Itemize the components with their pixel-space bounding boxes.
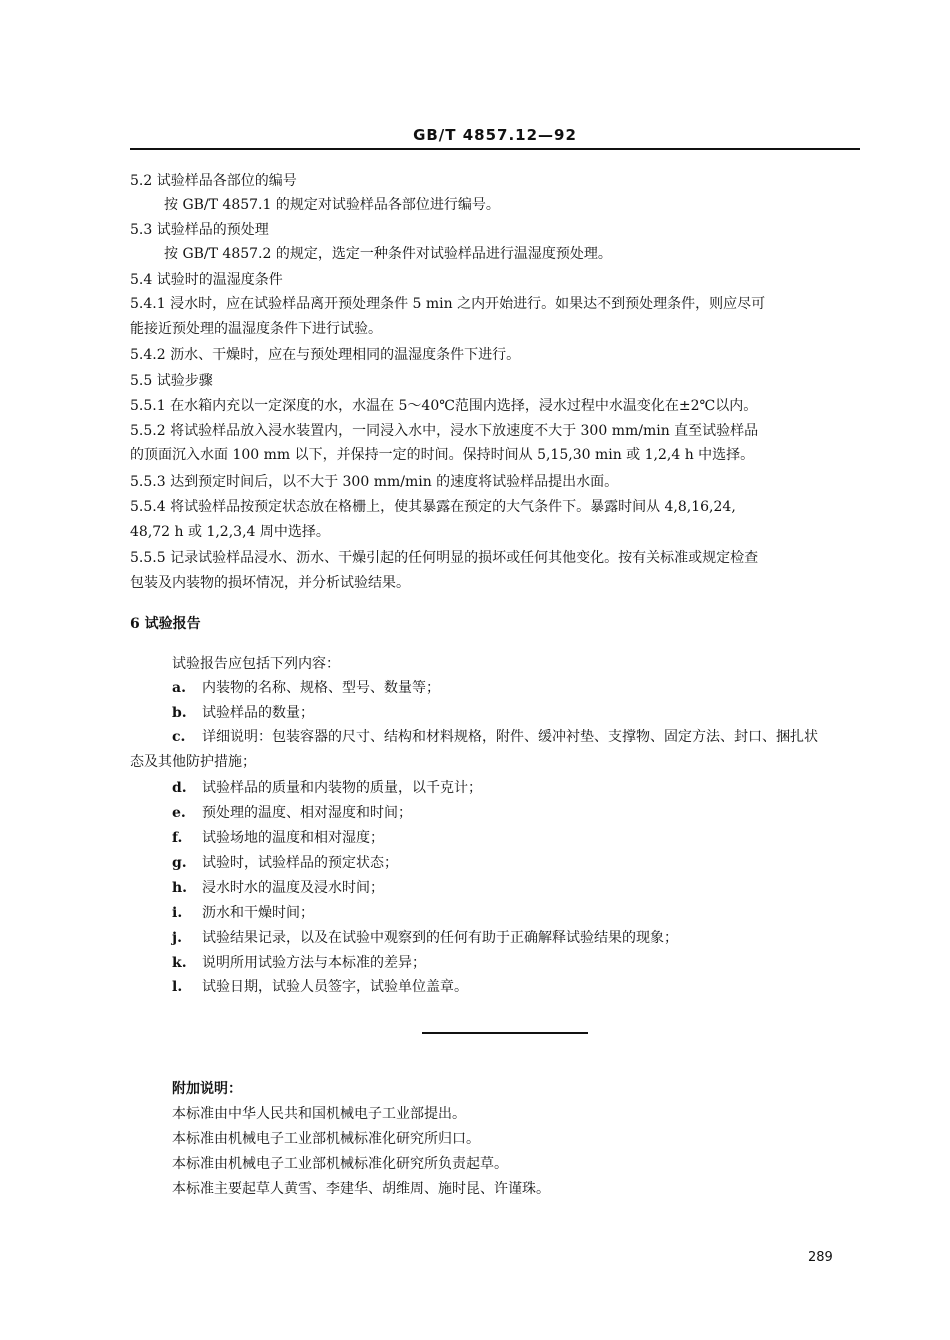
item-text: 内装物的名称、规格、型号、数量等； [202,680,440,696]
section-divider [422,1032,588,1034]
section-5-2-heading: 5.2 试验样品各部位的编号 [130,173,297,189]
section-5-5-1: 5.5.1 在水箱内充以一定深度的水，水温在 5～40℃范围内选择，浸水过程中水温变化在±2℃以内。 [130,398,758,414]
report-item-f [172,829,384,847]
item-text: 浸水时水的温度及浸水时间； [202,880,384,896]
section-5-4-heading: 5.4 试验时的温湿度条件 [130,272,283,288]
section-5-5-4-line2: 48,72 h 或 1,2,3,4 周中选择。 [130,524,330,540]
section-6-heading: 6 试验报告 [130,616,201,632]
report-item-i [172,904,314,922]
appendix-heading: 附加说明： [172,1081,242,1097]
section-5-4-1-line1: 5.4.1 浸水时，应在试验样品离开预处理条件 5 min 之内开始进行。如果达不到预处理条件，则应尽可 [130,296,766,312]
item-marker: b. [172,705,187,721]
item-text: 试验结果记录，以及在试验中观察到的任何有助于正确解释试验结果的现象； [202,930,678,946]
item-marker: h. [172,880,188,896]
section-5-5-2-line1: 5.5.2 将试验样品放入浸水装置内，一同浸入水中，浸水下放速度不大于 300 mm/min 直至试验样品 [130,423,759,439]
section-5-5-5-line1: 5.5.5 记录试验样品浸水、沥水、干燥引起的任何明显的损坏或任何其他变化。按有关标准或规定检查 [130,550,759,566]
item-text: 说明所用试验方法与本标准的差异； [202,955,426,971]
report-item-a [172,679,440,697]
report-item-c-continued: 态及其他防护措施； [130,754,256,770]
section-5-5-4-line1: 5.5.4 将试验样品按预定状态放在格栅上，使其暴露在预定的大气条件下。暴露时间从 4,8,16,24, [130,499,736,515]
section-5-5-heading: 5.5 试验步骤 [130,373,213,389]
report-item-c [172,728,818,746]
item-marker: l. [172,979,183,995]
item-marker: a. [172,680,186,696]
report-item-j [172,929,678,947]
section-5-4-2: 5.4.2 沥水、干燥时，应在与预处理相同的温湿度条件下进行。 [130,347,521,363]
item-marker: c. [172,729,186,745]
report-intro: 试验报告应包括下列内容： [172,656,340,672]
header-rule [130,148,860,150]
page-number: 289 [808,1250,833,1265]
item-marker: g. [172,855,187,871]
item-text: 试验日期，试验人员签字，试验单位盖章。 [202,979,468,995]
appendix-line: 本标准由机械电子工业部机械标准化研究所归口。 [172,1131,480,1147]
item-text: 试验场地的温度和相对湿度； [202,830,384,846]
item-text: 试验时，试验样品的预定状态； [202,855,398,871]
report-item-h [172,879,384,897]
section-5-3-text: 按 GB/T 4857.2 的规定，选定一种条件对试验样品进行温湿度预处理。 [164,246,612,262]
section-5-4-1-line2: 能接近预处理的温湿度条件下进行试验。 [130,321,382,337]
item-marker: j. [172,930,182,946]
item-marker: k. [172,955,187,971]
appendix-line: 本标准由机械电子工业部机械标准化研究所负责起草。 [172,1156,508,1172]
item-marker: d. [172,780,187,796]
item-marker: f. [172,830,183,846]
section-5-5-5-line2: 包装及内装物的损坏情况，并分析试验结果。 [130,575,410,591]
item-text: 试验样品的数量； [202,705,314,721]
report-item-k [172,954,426,972]
section-5-2-text: 按 GB/T 4857.1 的规定对试验样品各部位进行编号。 [164,197,500,213]
appendix-line: 本标准由中华人民共和国机械电子工业部提出。 [172,1106,466,1122]
item-text: 试验样品的质量和内装物的质量，以千克计； [202,780,482,796]
report-item-b [172,704,314,722]
item-text: 预处理的温度、相对湿度和时间； [202,805,412,821]
appendix-line: 本标准主要起草人黄雪、李建华、胡维周、施时昆、许谨珠。 [172,1181,550,1197]
report-item-g [172,854,398,872]
report-item-d [172,779,482,797]
section-5-5-2-line2: 的顶面沉入水面 100 mm 以下，并保持一定的时间。保持时间从 5,15,30 min 或 1,2,4 h 中选择。 [130,447,755,463]
report-item-l [172,978,468,996]
section-5-3-heading: 5.3 试验样品的预处理 [130,222,269,238]
item-marker: e. [172,805,186,821]
item-text: 沥水和干燥时间； [202,905,314,921]
item-text: 详细说明：包装容器的尺寸、结构和材料规格，附件、缓冲衬垫、支撑物、固定方法、封口、捆扎状 [202,729,818,745]
section-5-5-3: 5.5.3 达到预定时间后，以不大于 300 mm/min 的速度将试验样品提出水面。 [130,474,619,490]
running-header: GB/T 4857.12—92 [413,126,577,144]
report-item-e [172,804,412,822]
item-marker: i. [172,905,183,921]
